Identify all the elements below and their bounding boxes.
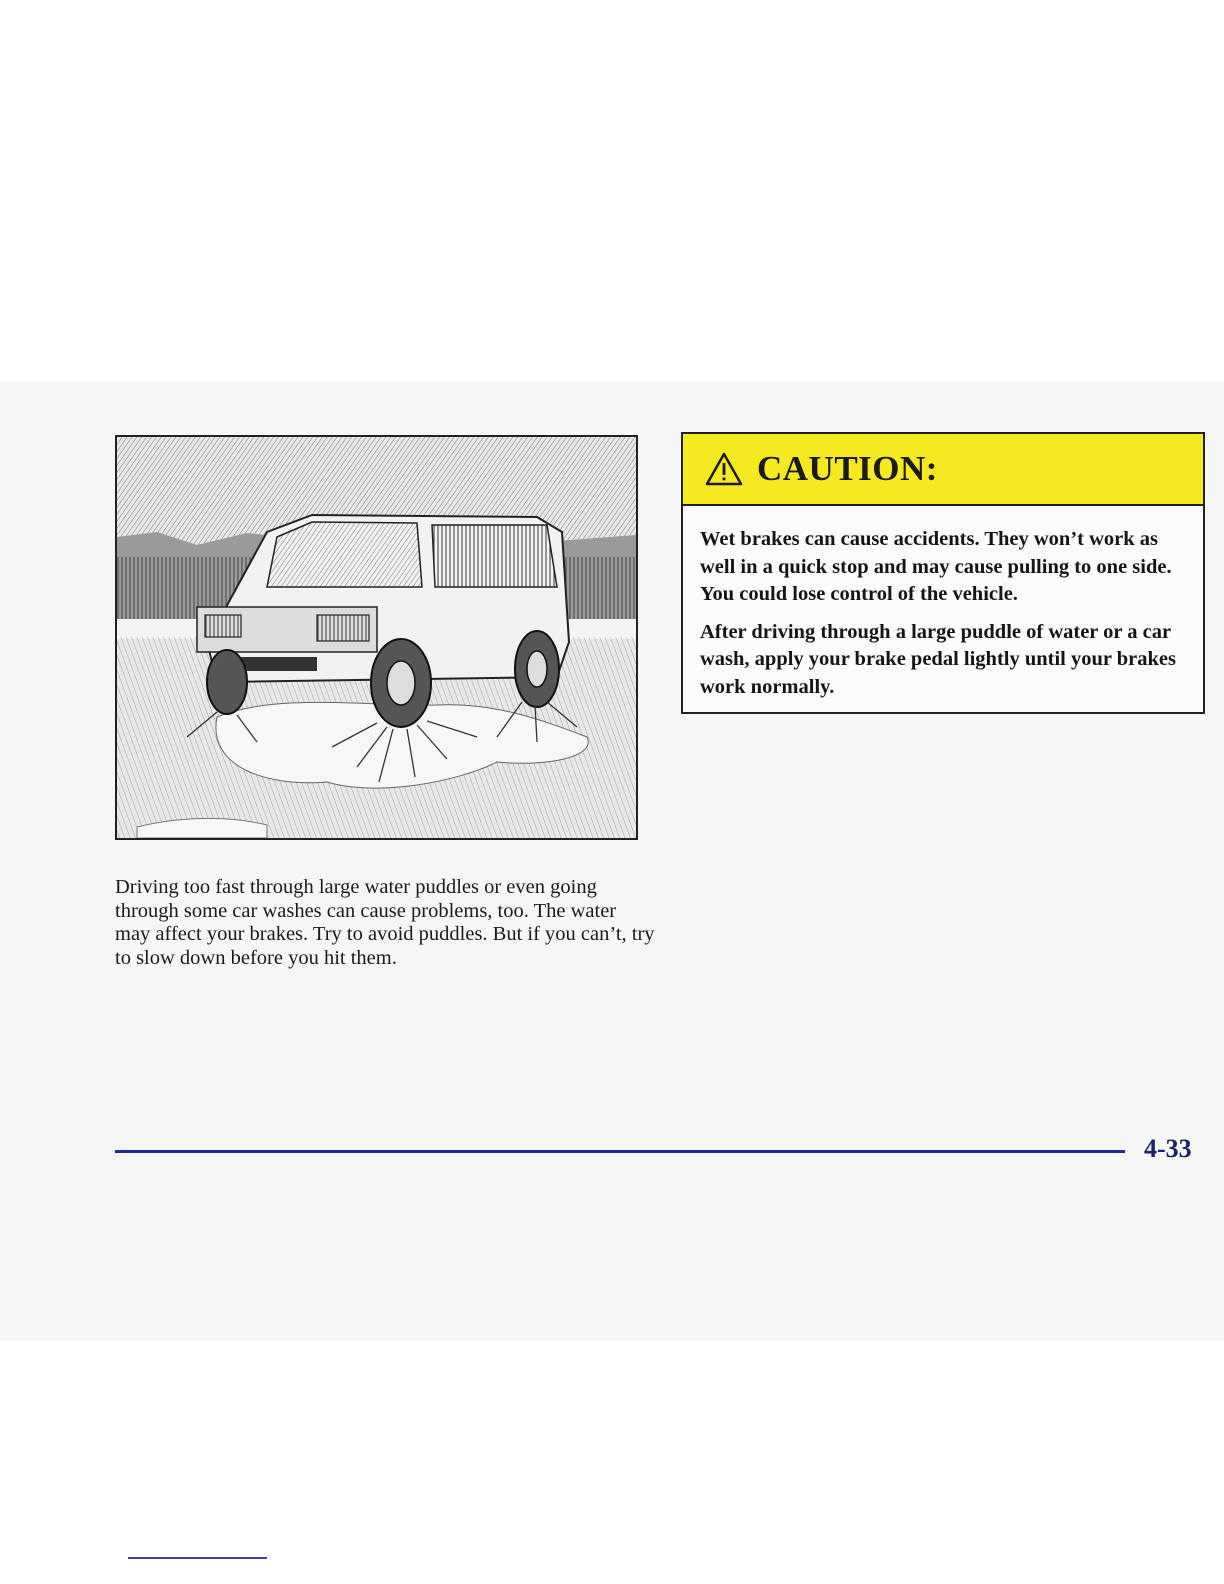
page-number: 4-33 — [1144, 1134, 1192, 1163]
caution-title: CAUTION: — [757, 449, 938, 488]
caution-paragraph: Wet brakes can cause accidents. They won’t work as well in a quick stop and may cause pulling to one side. You could lose control of the vehicle. — [700, 528, 1172, 605]
caution-header — [683, 434, 1203, 506]
vehicle-puddle-illustration — [115, 435, 638, 840]
warning-triangle-icon — [705, 452, 743, 486]
caution-box — [681, 432, 1205, 714]
body-paragraph: Driving too fast through large water puddles or even going through some car washes can cause problems, too. The water may affect your brakes. Try to avoid puddles. But if you can’t, try to slow down before you hit them. — [115, 876, 655, 969]
footnote-rule — [128, 1557, 267, 1559]
caution-body — [683, 506, 1203, 701]
caution-paragraph: After driving through a large puddle of water or a car wash, apply your brake pedal lightly until your brakes work normally. — [700, 620, 1176, 698]
footer-rule — [115, 1150, 1125, 1153]
